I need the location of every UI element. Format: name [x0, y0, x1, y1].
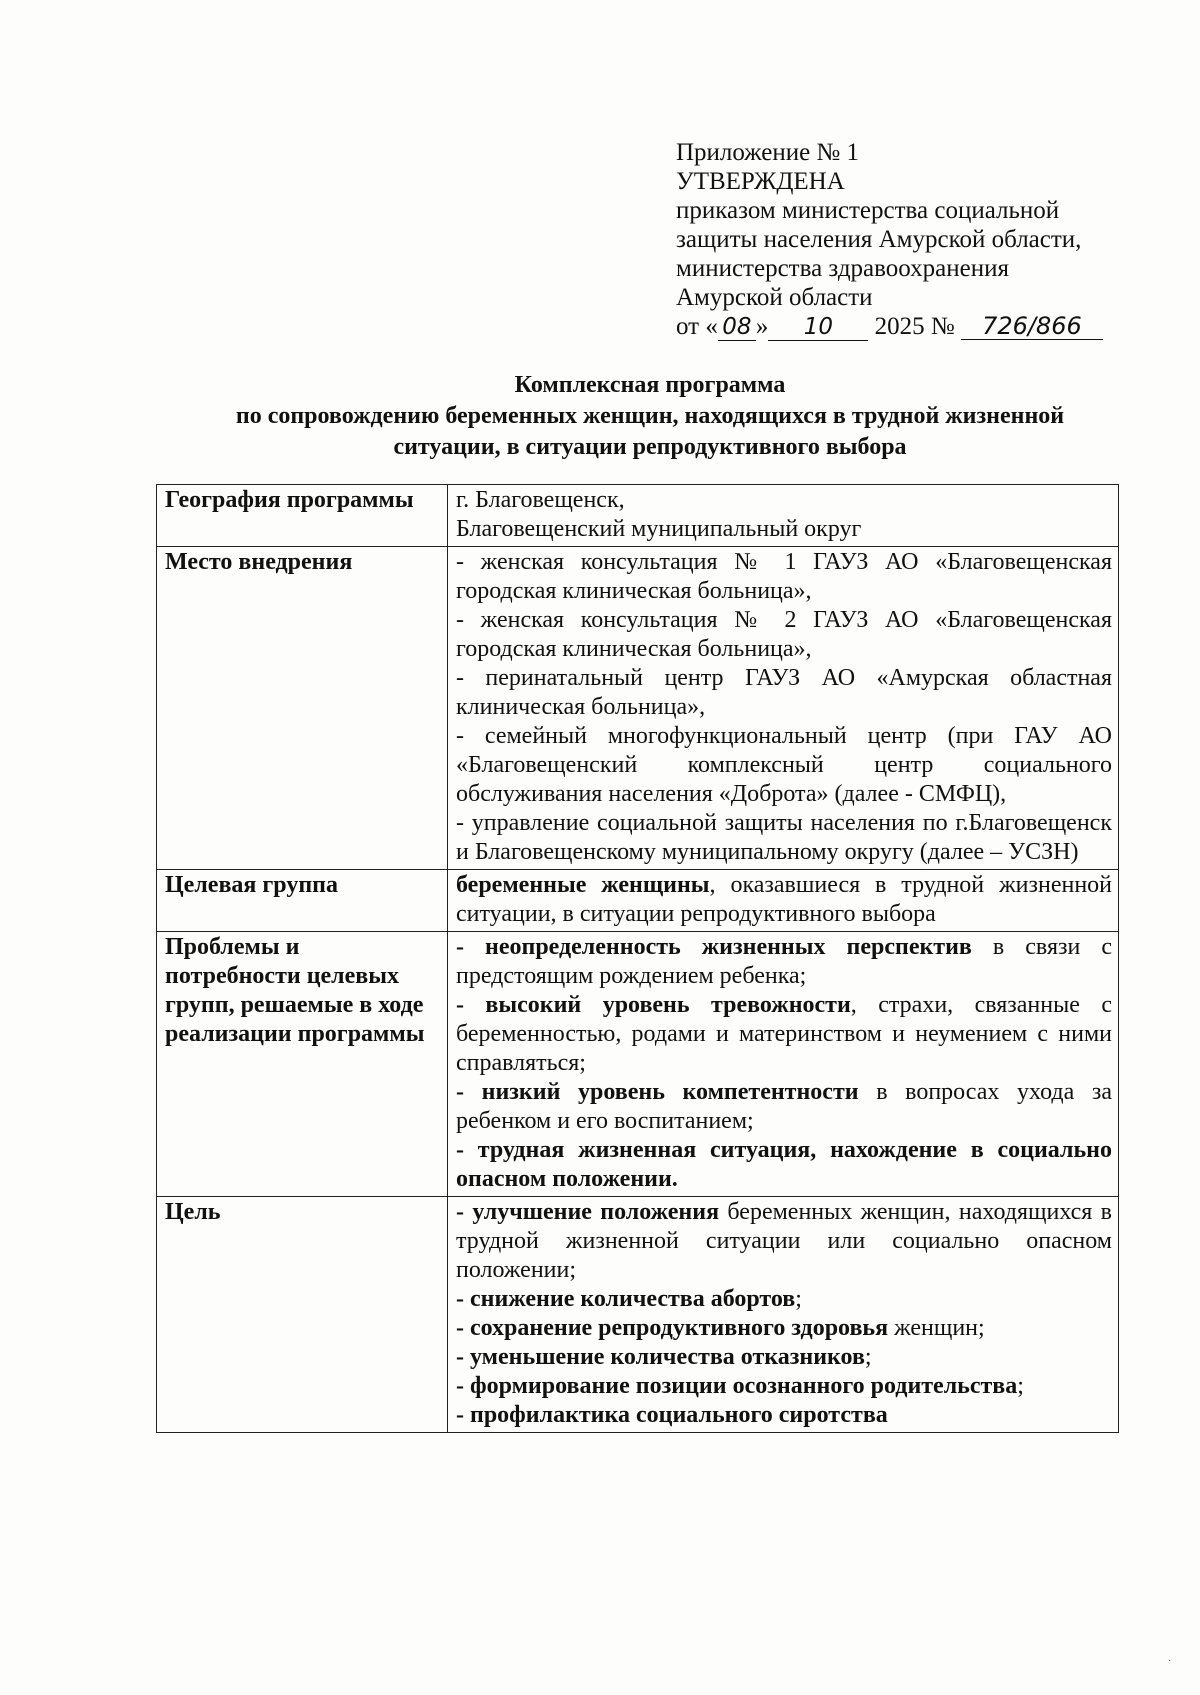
- goal-item: [456, 1343, 1112, 1372]
- problem-bold: - высокий уровень тревожности: [456, 992, 851, 1018]
- goal-rest: беременных женщин, находящихся в трудной жизненной ситуации или социально опасном положении;: [456, 1199, 1113, 1283]
- row-value-target: [448, 870, 1119, 932]
- row-label-problems: Проблемы и потребности целевых групп, решаемые в ходе реализации программы: [157, 932, 448, 1197]
- target-bold: беременные женщины: [456, 872, 710, 898]
- problem-rest: , страхи, связанные с беременностью, родами и материнством и неумением с ними справляться;: [456, 992, 1112, 1076]
- approved-stamp-text: УТВЕРЖДЕНА: [676, 168, 845, 195]
- program-table: [156, 484, 1119, 1433]
- appendix-number: Приложение № 1: [676, 139, 860, 166]
- goal-rest: ;: [1017, 1373, 1024, 1399]
- goal-item: [456, 1198, 1112, 1285]
- problem-bold: - трудная жизненная ситуация, нахождение в социально опасном положении.: [456, 1137, 1112, 1192]
- goal-bold: - уменьшение количества отказников: [456, 1344, 865, 1370]
- problem-bold: - низкий уровень компетентности: [456, 1079, 859, 1105]
- problem-item: [456, 991, 1112, 1078]
- title-line-3: ситуации, в ситуации репродуктивного выбора: [393, 434, 907, 460]
- approval-line-3: министерства здравоохранения: [676, 255, 1009, 282]
- problem-bold: - неопределенность жизненных перспектив: [456, 934, 972, 960]
- row-value-geography: [448, 485, 1119, 547]
- geography-line: Благовещенский муниципальный округ: [456, 516, 862, 542]
- title-line-2: по сопровождению беременных женщин, находящихся в трудной жизненной: [235, 403, 1065, 429]
- row-label-target: Целевая группа: [157, 870, 448, 932]
- row-label-goal: Цель: [157, 1197, 448, 1433]
- date-quote-close: »: [755, 313, 769, 340]
- problem-rest: в вопросах ухода за ребенком и его воспитанием;: [456, 1079, 1112, 1134]
- table-row: [157, 1197, 1119, 1433]
- approval-block: [676, 138, 1136, 341]
- problem-rest: в связи с предстоящим рождением ребенка;: [456, 934, 1112, 989]
- problem-item: [456, 933, 1112, 991]
- goal-rest: ;: [864, 1344, 872, 1370]
- row-label-geography: География программы: [157, 485, 448, 547]
- goal-item: [456, 1401, 1112, 1430]
- goal-rest: женщин;: [888, 1315, 985, 1341]
- place-item: - перинатальный центр ГАУЗ АО «Амурская областная клиническая больница»,: [456, 665, 1112, 720]
- goal-bold: - профилактика социального сиротства: [456, 1402, 888, 1428]
- handwritten-month: 10: [768, 314, 868, 341]
- handwritten-day: 08: [718, 314, 756, 341]
- goal-rest: ;: [795, 1286, 802, 1312]
- approval-line-4: Амурской области: [676, 284, 873, 311]
- goal-bold: - снижение количества абортов: [456, 1286, 796, 1312]
- geography-line: г. Благовещенск,: [456, 487, 625, 513]
- place-item: - семейный многофункциональный центр (при ГАУ АО «Благовещенский комплексный центр социального обслуживания населения «Доброта» (далее - СМФЦ),: [456, 723, 1112, 807]
- place-item: - женская консультация № 1 ГАУЗ АО «Благовещенская городская клиническая больница»,: [456, 549, 1112, 604]
- goal-item: [456, 1285, 1112, 1314]
- goal-bold: - сохранение репродуктивного здоровья: [456, 1315, 889, 1341]
- goal-bold: - формирование позиции осознанного родительства: [456, 1373, 1018, 1399]
- row-value-goal: [448, 1197, 1119, 1433]
- row-value-place: [448, 547, 1119, 870]
- title-line-1: Комплексная программа: [514, 372, 786, 398]
- approval-date-line: [676, 312, 1136, 341]
- goal-item: [456, 1314, 1112, 1343]
- place-item: - управление социальной защиты населения по г.Благовещенск и Благовещенскому муниципальному округу (далее – УСЗН): [456, 810, 1112, 865]
- table-row: [157, 932, 1119, 1197]
- row-label-place: Место внедрения: [157, 547, 448, 870]
- goal-item: [456, 1372, 1112, 1401]
- target-rest: , оказавшиеся в трудной жизненной ситуации, в ситуации репродуктивного выбора: [456, 872, 1113, 927]
- table-row: [157, 485, 1119, 547]
- approval-line-1: приказом министерства социальной: [676, 197, 1060, 224]
- program-title: [150, 370, 1150, 463]
- row-value-problems: [448, 932, 1119, 1197]
- date-year: 2025 №: [874, 313, 955, 340]
- table-row: [157, 547, 1119, 870]
- scan-speck: ·: [1168, 1656, 1172, 1667]
- table-row: [157, 870, 1119, 932]
- approval-line-2: защиты населения Амурской области,: [676, 226, 1082, 253]
- place-item: - женская консультация № 2 ГАУЗ АО «Благовещенская городская клиническая больница»,: [456, 607, 1112, 662]
- goal-bold: - улучшение положения: [456, 1199, 720, 1225]
- problem-item: [456, 1078, 1112, 1136]
- handwritten-order-number: 726/866: [961, 313, 1103, 340]
- date-prefix: от «: [676, 313, 718, 340]
- problem-item: [456, 1136, 1112, 1194]
